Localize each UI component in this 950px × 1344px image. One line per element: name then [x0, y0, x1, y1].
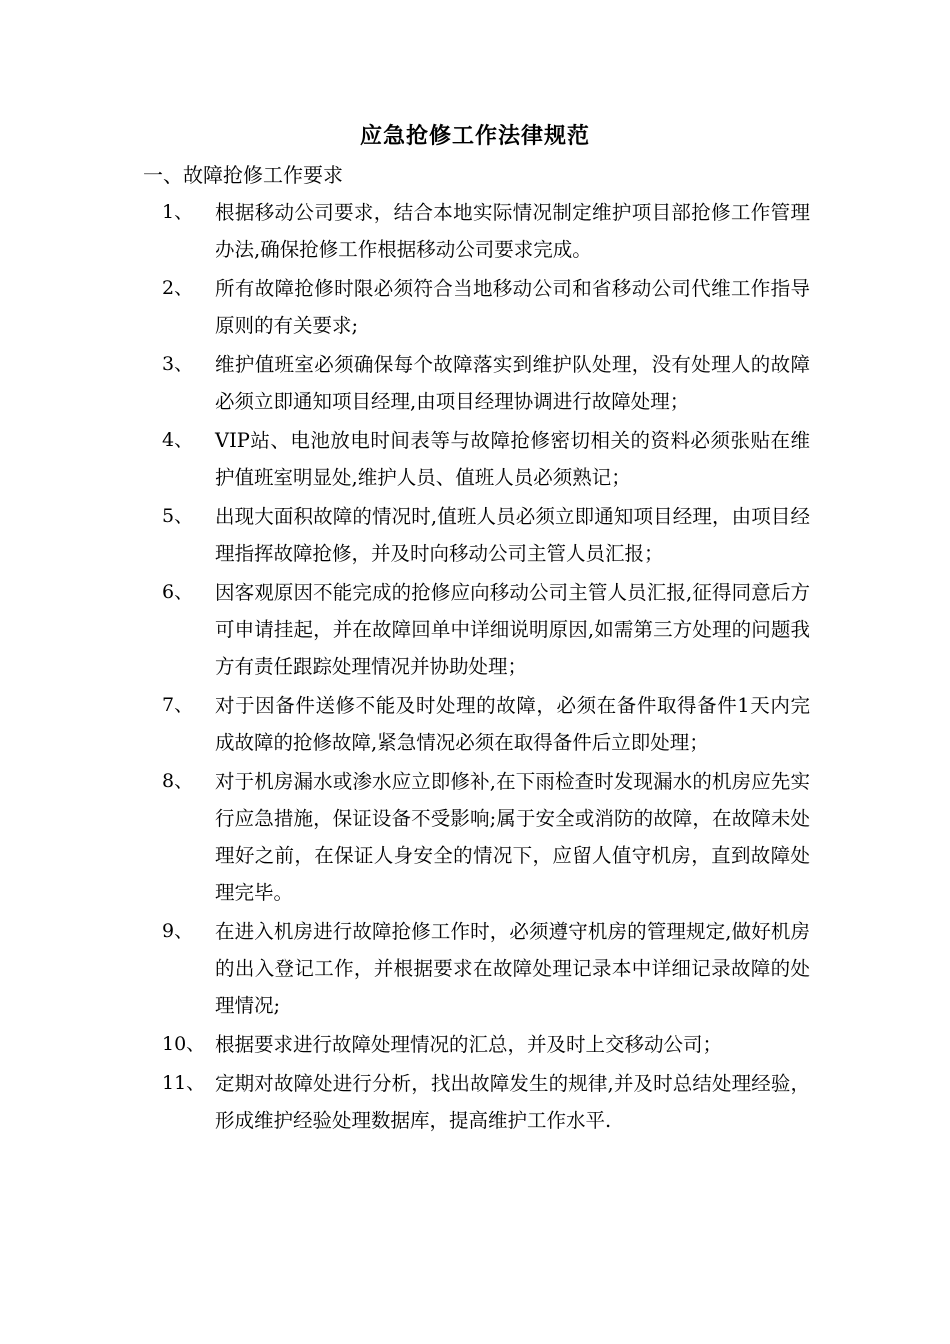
item-text: 根据移动公司要求，结合本地实际情况制定维护项目部抢修工作管理办法,确保抢修工作根据移动公司要求完成。 [215, 201, 810, 261]
section-heading: 一、故障抢修工作要求 [143, 163, 343, 187]
item-number: 11、 [162, 1072, 206, 1094]
list-item [0, 270, 950, 344]
item-number: 10、 [162, 1033, 206, 1055]
item-number: 1、 [162, 201, 194, 223]
item-number: 5、 [162, 505, 194, 527]
list-item [0, 422, 950, 496]
requirement-list [0, 194, 950, 1141]
list-item [0, 763, 950, 911]
item-text: 因客观原因不能完成的抢修应向移动公司主管人员汇报,征得同意后方可申请挂起，并在故障回单中详细说明原因,如需第三方处理的问题我方有责任跟踪处理情况并协助处理； [215, 581, 810, 678]
document-title: 应急抢修工作法律规范 [359, 123, 590, 149]
item-text: 维护值班室必须确保每个故障落实到维护队处理，没有处理人的故障必须立即通知项目经理,由项目经理协调进行故障处理； [215, 353, 810, 413]
list-item [0, 1065, 950, 1139]
item-text: 对于机房漏水或渗水应立即修补,在下雨检查时发现漏水的机房应先实行应急措施，保证设备不受影响;属于安全或消防的故障，在故障未处理好之前，在保证人身安全的情况下，应留人值守机房，直到故障处理完毕。 [215, 770, 810, 904]
item-text: 所有故障抢修时限必须符合当地移动公司和省移动公司代维工作指导原则的有关要求; [215, 277, 810, 337]
list-item [0, 913, 950, 1024]
list-item [0, 574, 950, 685]
item-text: 定期对故障处进行分析，找出故障发生的规律,并及时总结处理经验，形成维护经验处理数据库，提高维护工作水平. [215, 1072, 810, 1132]
item-text: VIP站、电池放电时间表等与故障抢修密切相关的资料必须张贴在维护值班室明显处,维护人员、值班人员必须熟记； [215, 429, 810, 489]
item-text: 对于因备件送修不能及时处理的故障，必须在备件取得备件1天内完成故障的抢修故障,紧急情况必须在取得备件后立即处理； [215, 694, 810, 754]
list-item [0, 687, 950, 761]
list-item [0, 194, 950, 268]
list-item [0, 1026, 950, 1063]
item-number: 2、 [162, 277, 194, 299]
item-number: 3、 [162, 353, 194, 375]
item-number: 9、 [162, 920, 194, 942]
item-number: 8、 [162, 770, 194, 792]
list-item [0, 346, 950, 420]
item-text: 根据要求进行故障处理情况的汇总，并及时上交移动公司； [215, 1033, 723, 1056]
item-number: 7、 [162, 694, 194, 716]
item-number: 6、 [162, 581, 194, 603]
item-number: 4、 [162, 429, 194, 451]
item-text: 出现大面积故障的情况时,值班人员必须立即通知项目经理，由项目经理指挥故障抢修，并及时向移动公司主管人员汇报； [215, 505, 810, 565]
item-text: 在进入机房进行故障抢修工作时，必须遵守机房的管理规定,做好机房的出入登记工作，并根据要求在故障处理记录本中详细记录故障的处理情况; [215, 920, 810, 1017]
list-item [0, 498, 950, 572]
